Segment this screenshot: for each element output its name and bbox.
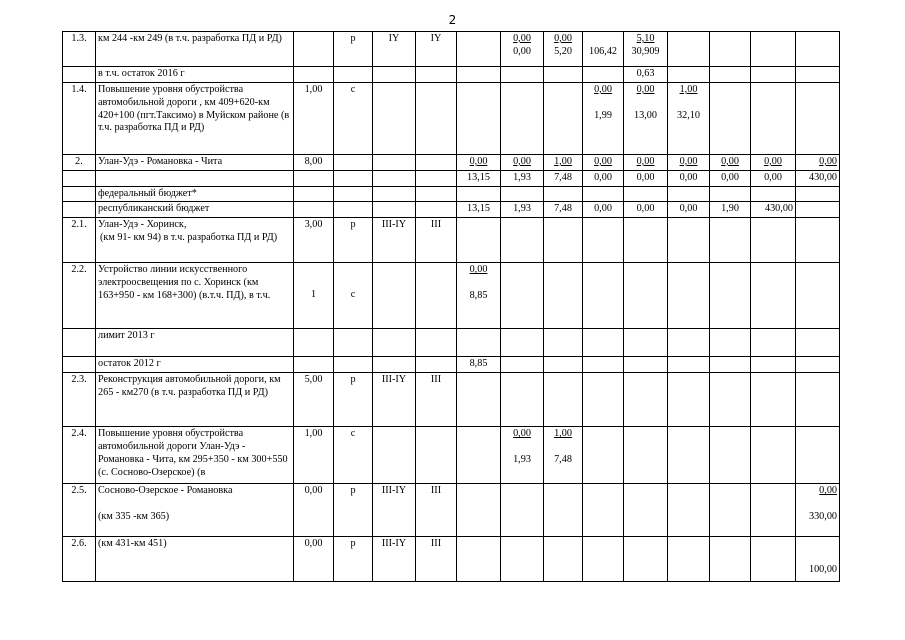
value-cell: 430,00 xyxy=(751,202,796,218)
value-cell: 5,10 30,909 xyxy=(624,32,668,67)
work-type-cell: с xyxy=(334,427,373,484)
value-cell xyxy=(457,32,501,67)
road-works-table xyxy=(62,31,840,582)
value-cell: 1,00 xyxy=(544,155,583,171)
length-cell: 0,00 xyxy=(294,537,334,582)
value-cell: 0,00 xyxy=(668,155,710,171)
value-cell xyxy=(668,32,710,67)
object-name: Улан-Удэ - Хоринск, (км 91- км 94) в т.ч. разработка ПД и РД) xyxy=(96,218,294,263)
object-name: лимит 2013 г xyxy=(96,329,294,357)
value-cell: 1,93 xyxy=(501,202,544,218)
length-cell: 3,00 xyxy=(294,218,334,263)
value-cell: 106,42 xyxy=(583,32,624,67)
value-cell xyxy=(751,32,796,67)
object-name: (км 431-км 451) xyxy=(96,537,294,582)
table-row xyxy=(63,263,840,329)
category-cell: III-IY xyxy=(373,484,416,537)
row-number xyxy=(63,67,96,83)
table-row xyxy=(63,83,840,155)
length-cell: 5,00 xyxy=(294,373,334,427)
work-type-cell: р xyxy=(334,537,373,582)
object-name: км 244 -км 249 (в т.ч. разработка ПД и РД) xyxy=(96,32,294,67)
value-cell: 0,63 xyxy=(624,67,668,83)
value-cell: 0,00 xyxy=(501,155,544,171)
work-type-cell: р xyxy=(334,32,373,67)
value-cell: 1,90 xyxy=(710,202,751,218)
value-cell: 0,00 xyxy=(624,170,668,186)
object-name: федеральный бюджет* xyxy=(96,186,294,202)
object-name: Сосново-Озерское - Романовка (км 335 -км 365) xyxy=(96,484,294,537)
row-number: 2.2. xyxy=(63,263,96,329)
object-name: Реконструкция автомобильной дороги, км 265 - км270 (в т.ч. разработка ПД и РД) xyxy=(96,373,294,427)
row-number: 2.3. xyxy=(63,373,96,427)
value-cell: 0,00 xyxy=(710,170,751,186)
row-number: 1.3. xyxy=(63,32,96,67)
table-row xyxy=(63,218,840,263)
value-cell: 0,00 xyxy=(710,155,751,171)
value-cell: 0,00 xyxy=(583,170,624,186)
table-row xyxy=(63,202,840,218)
row-number: 2.5. xyxy=(63,484,96,537)
table-row xyxy=(63,329,840,357)
work-type-cell: с xyxy=(334,83,373,155)
work-type-cell: р xyxy=(334,373,373,427)
category-after-cell: III xyxy=(416,373,457,427)
value-cell: 0,00 0,00 xyxy=(501,32,544,67)
value-cell xyxy=(710,32,751,67)
value-cell: 0,00 xyxy=(668,170,710,186)
table-row xyxy=(63,155,840,171)
category-after-cell: III xyxy=(416,218,457,263)
category-after-cell: III xyxy=(416,537,457,582)
length-cell: 1,00 xyxy=(294,83,334,155)
row-number: 2.6. xyxy=(63,537,96,582)
length-cell: 8,00 xyxy=(294,155,334,171)
object-name: Повышение уровня обустройства автомобильной дороги , км 409+620-км 420+100 (пгт.Таксимо) в Муйском районе (в т.ч. разработка ПД и РД) xyxy=(96,83,294,155)
row-number: 2.4. xyxy=(63,427,96,484)
table-row xyxy=(63,186,840,202)
value-cell: 7,48 xyxy=(544,170,583,186)
value-cell: 0,00 1,93 xyxy=(501,427,544,484)
table-row xyxy=(63,537,840,582)
category-cell: IY xyxy=(373,32,416,67)
work-type-cell: р xyxy=(334,218,373,263)
object-name: Устройство линии искусственного электроосвещения по с. Хоринск (км 163+950 - км 168+300) (в.т.ч. ПД), в т.ч. xyxy=(96,263,294,329)
table-row xyxy=(63,67,840,83)
category-cell: III-IY xyxy=(373,373,416,427)
value-cell: 1,00 7,48 xyxy=(544,427,583,484)
table-row xyxy=(63,427,840,484)
value-cell: 430,00 xyxy=(796,170,840,186)
table-row xyxy=(63,484,840,537)
table-row xyxy=(63,357,840,373)
category-cell: III-IY xyxy=(373,218,416,263)
value-cell: 0,00 8,85 xyxy=(457,263,501,329)
value-cell: 0,00 xyxy=(796,155,840,171)
category-after-cell: III xyxy=(416,484,457,537)
value-cell: 1,00 32,10 xyxy=(668,83,710,155)
value-cell: 0,00 xyxy=(624,155,668,171)
length-cell: 1 xyxy=(294,263,334,329)
value-cell: 13,15 xyxy=(457,202,501,218)
value-cell: 0,00 xyxy=(751,170,796,186)
value-cell: 0,00 330,00 xyxy=(796,484,840,537)
value-cell: 7,48 xyxy=(544,202,583,218)
value-cell xyxy=(796,32,840,67)
value-cell: 8,85 xyxy=(457,357,501,373)
value-cell: 0,00 13,00 xyxy=(624,83,668,155)
length-cell xyxy=(294,32,334,67)
value-cell: 0,00 xyxy=(668,202,710,218)
value-cell: 1,93 xyxy=(501,170,544,186)
value-cell: 0,00 5,20 xyxy=(544,32,583,67)
value-cell: 0,00 xyxy=(583,155,624,171)
value-cell: 0,00 xyxy=(624,202,668,218)
work-type-cell: с xyxy=(334,263,373,329)
row-number: 2. xyxy=(63,155,96,171)
length-cell: 0,00 xyxy=(294,484,334,537)
value-cell: 13,15 xyxy=(457,170,501,186)
value-cell: 0,00 1,99 xyxy=(583,83,624,155)
object-name: Повышение уровня обустройства автомобильной дороги Улан-Удэ - Романовка - Чита, км 295+350 - км 300+550 (с. Сосново-Озерское) (в xyxy=(96,427,294,484)
table-row xyxy=(63,373,840,427)
value-cell: 0,00 xyxy=(751,155,796,171)
row-number: 2.1. xyxy=(63,218,96,263)
value-cell: 0,00 xyxy=(457,155,501,171)
object-name: остаток 2012 г xyxy=(96,357,294,373)
value-cell: 100,00 xyxy=(796,537,840,582)
row-number: 1.4. xyxy=(63,83,96,155)
work-type-cell: р xyxy=(334,484,373,537)
object-name: республиканский бюджет xyxy=(96,202,294,218)
category-after-cell: IY xyxy=(416,32,457,67)
table-row xyxy=(63,170,840,186)
page-number: 2 xyxy=(448,13,457,27)
object-name: Улан-Удэ - Романовка - Чита xyxy=(96,155,294,171)
object-name: в т.ч. остаток 2016 г xyxy=(96,67,294,83)
length-cell: 1,00 xyxy=(294,427,334,484)
table-row xyxy=(63,32,840,67)
value-cell: 0,00 xyxy=(583,202,624,218)
category-cell: III-IY xyxy=(373,537,416,582)
